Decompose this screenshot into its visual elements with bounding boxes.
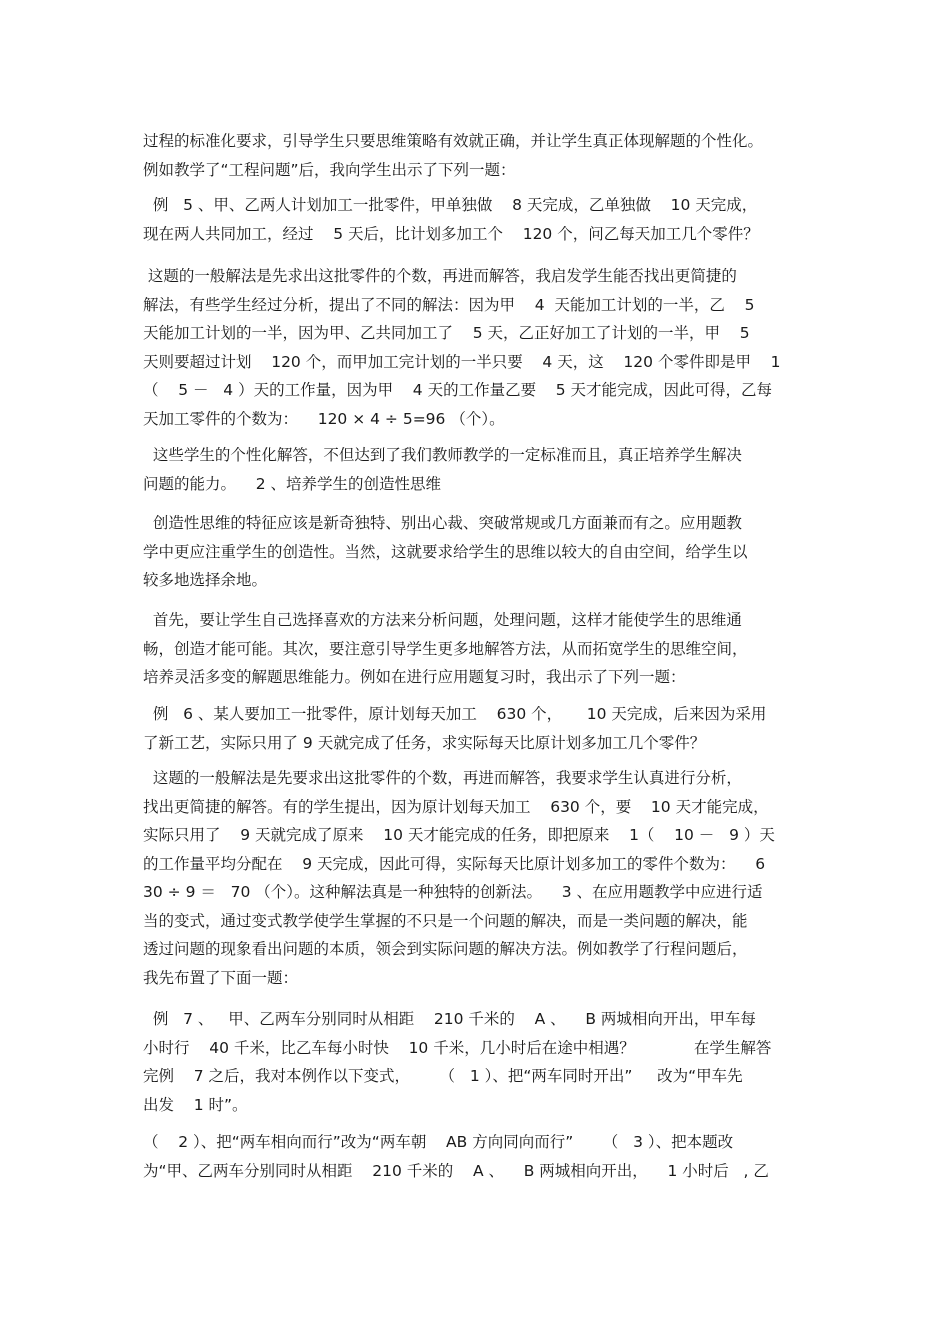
- paragraph: [143, 441, 818, 498]
- paragraph: [143, 1005, 818, 1119]
- text-line: 为“甲、乙两车分别同时从相距 210 千米的 A 、 B 两城相向开出， 1 小时后 , 乙: [143, 1161, 769, 1180]
- text-line: 学中更应注重学生的创造性。当然，这就要求给学生的思维以较大的自由空间，给学生以: [143, 542, 748, 561]
- text-line: 较多地选择余地。: [143, 571, 268, 589]
- text-line: 了新工艺，实际只用了 9 天就完成了任务，求实际每天比原计划多加工几个零件？: [143, 733, 706, 752]
- text-line: 天加工零件的个数为： 120 × 4 ÷ 5=96 （个）。: [143, 409, 505, 428]
- text-line: （ 5 － 4 ）天的工作量，因为甲 4 天的工作量乙要 5 天才能完成，因此可得，乙每: [143, 381, 773, 399]
- text-line: 的工作量平均分配在 9 天完成，因此可得，实际每天比原计划多加工的零件个数为： 6: [143, 854, 766, 873]
- text-line: 小时行 40 千米，比乙车每小时快 10 千米，几小时后在途中相遇？ 在学生解答: [143, 1038, 772, 1057]
- text-line: 出发 1 时”。: [143, 1095, 248, 1114]
- text-line: 我先布置了下面一题：: [143, 968, 299, 987]
- text-line: 培养灵活多变的解题思维能力。例如在进行应用题复习时，我出示了下列一题：: [143, 668, 686, 686]
- paragraph: [143, 262, 818, 433]
- text-line: 找出更简捷的解答。有的学生提出，因为原计划每天加工 630 个，要 10 天才能完成，: [143, 797, 769, 816]
- text-line: 例 5 、甲、乙两人计划加工一批零件，甲单独做 8 天完成，乙单独做 10 天完成，: [143, 196, 758, 214]
- text-line: 创造性思维的特征应该是新奇独特、别出心裁、突破常规或几方面兼而有之。应用题教: [143, 514, 742, 532]
- text-line: 天能加工计划的一半，因为甲、乙共同加工了 5 天，乙正好加工了计划的一半，甲 5: [143, 324, 750, 342]
- text-line: 解法，有些学生经过分析，提出了不同的解法：因为甲 4 天能加工计划的一半，乙 5: [143, 295, 755, 314]
- text-line: 首先，要让学生自己选择喜欢的方法来分析问题，处理问题，这样才能使学生的思维通: [143, 611, 742, 629]
- text-line: 现在两人共同加工，经过 5 天后，比计划多加工个 120 个，问乙每天加工几个零件？: [143, 224, 759, 243]
- paragraph: [143, 700, 818, 757]
- text-line: 实际只用了 9 天就完成了原来 10 天才能完成的任务，即把原来 1（ 10 － 9 ）天: [143, 826, 775, 844]
- paragraph: [143, 764, 818, 992]
- text-line: 例 7 、 甲、乙两车分别同时从相距 210 千米的 A 、 B 两城相向开出，甲车每: [143, 1010, 756, 1028]
- text-line: 例如教学了“工程问题”后，我向学生出示了下列一题：: [143, 160, 516, 179]
- text-line: 天则要超过计划 120 个，而甲加工完计划的一半只要 4 天，这 120 个零件即是甲 1: [143, 352, 781, 371]
- paragraph: [143, 127, 818, 184]
- text-line: 当的变式，通过变式教学使学生掌握的不只是一个问题的解决，而是一类问题的解决，能: [143, 911, 748, 930]
- paragraph: [143, 191, 818, 248]
- text-line: 完例 7 之后，我对本例作以下变式， （ 1 ）、把“两车同时开出” 改为“甲车先: [143, 1067, 743, 1085]
- text-line: 这些学生的个性化解答，不但达到了我们教师教学的一定标准而且，真正培养学生解决: [143, 446, 742, 464]
- paragraph: [143, 509, 818, 595]
- text-line: 30 ÷ 9 ＝ 70 （个）。这种解法真是一种独特的创新法。 3 、在应用题教学中应进行适: [143, 883, 763, 901]
- text-line: 这题的一般解法是先求出这批零件的个数，再进而解答，我启发学生能否找出更简捷的: [143, 267, 737, 285]
- text-line: （ 2 ）、把“两车相向而行”改为“两车朝 AB 方向同向而行” （ 3 ）、把本题改: [143, 1133, 734, 1151]
- text-line: 例 6 、某人要加工一批零件，原计划每天加工 630 个， 10 天完成，后来因为采用: [143, 705, 767, 723]
- paragraph: [143, 1128, 818, 1185]
- text-line: 透过问题的现象看出问题的本质，领会到实际问题的解决方法。例如教学了行程问题后，: [143, 940, 748, 958]
- text-line: 过程的标准化要求，引导学生只要思维策略有效就正确，并让学生真正体现解题的个性化。: [143, 132, 764, 150]
- text-line: 问题的能力。 2 、培养学生的创造性思维: [143, 474, 441, 493]
- text-line: 这题的一般解法是先要求出这批零件的个数，再进而解答，我要求学生认真进行分析，: [143, 769, 742, 787]
- text-line: 畅，创造才能可能。其次，要注意引导学生更多地解答方法，从而拓宽学生的思维空间，: [143, 639, 748, 658]
- paragraph: [143, 606, 818, 692]
